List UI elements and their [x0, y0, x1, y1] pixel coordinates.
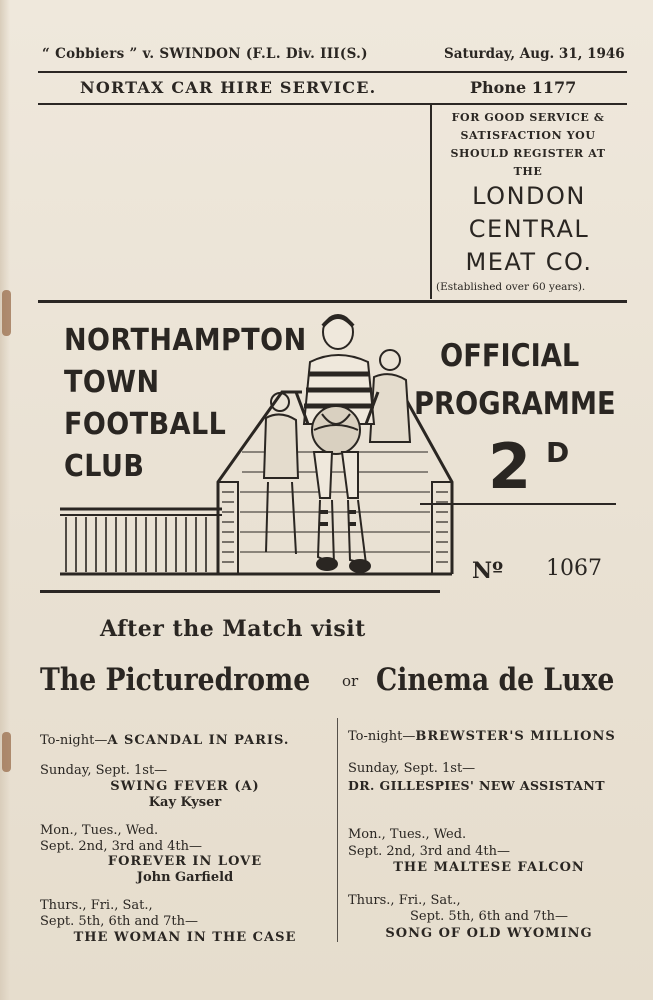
- tonight-label: To-night—: [40, 733, 108, 748]
- club-name-line: FOOTBALL: [64, 407, 227, 442]
- price-unit: D: [546, 436, 570, 469]
- car-hire-phone: Phone 1177: [470, 78, 577, 97]
- cinema-de-luxe-title: Cinema de Luxe: [376, 662, 615, 698]
- programme-label: PROGRAMME: [414, 386, 616, 422]
- listing-dates: Sept. 2nd, 3rd and 4th—: [40, 839, 203, 854]
- or-word: or: [342, 672, 359, 690]
- film-star: Kay Kyser: [148, 795, 222, 810]
- meat-company-name: CENTRAL: [468, 215, 590, 243]
- match-date: Saturday, Aug. 31, 1946: [444, 46, 625, 62]
- meat-company-name: MEAT CO.: [465, 248, 593, 276]
- listing-day: Mon., Tues., Wed.: [348, 827, 467, 842]
- column-divider: [337, 718, 338, 942]
- club-name-line: TOWN: [64, 365, 160, 400]
- listing-dates: Sept. 5th, 6th and 7th—: [40, 914, 198, 929]
- programme-number: 1067: [546, 556, 602, 581]
- meat-ad-line: SHOULD REGISTER AT: [450, 147, 606, 160]
- listing-dates: Sept. 2nd, 3rd and 4th—: [348, 844, 511, 859]
- club-name-line: NORTHAMPTON: [64, 323, 307, 358]
- divider: [38, 71, 627, 73]
- film-title: SONG OF OLD WYOMING: [385, 926, 593, 941]
- meat-established: (Established over 60 years).: [436, 281, 586, 293]
- film-title: FOREVER IN LOVE: [107, 854, 263, 869]
- divider: [40, 590, 440, 593]
- club-name-line: CLUB: [64, 449, 145, 484]
- rust-stain: [2, 732, 11, 772]
- car-hire-ad: NORTAX CAR HIRE SERVICE.: [80, 78, 377, 97]
- meat-company-name: LONDON: [472, 182, 586, 210]
- film-star: John Garfield: [136, 870, 234, 885]
- cinema-heading: After the Match visit: [100, 616, 366, 642]
- listing-day: Sunday, Sept. 1st—: [348, 761, 476, 776]
- listing-day: Sunday, Sept. 1st—: [40, 763, 168, 778]
- tonight-label: To-night—: [348, 729, 416, 744]
- listing-day: Thurs., Fri., Sat.,: [348, 893, 461, 908]
- fixture-line: “ Cobbiers ” v. SWINDON (F.L. Div. III(S.): [42, 46, 368, 62]
- film-title: THE WOMAN IN THE CASE: [73, 930, 297, 945]
- meat-ad-line: FOR GOOD SERVICE &: [451, 111, 605, 124]
- listing-day: Mon., Tues., Wed.: [40, 823, 159, 838]
- number-label: Nº: [472, 558, 504, 584]
- listing-tonight: [348, 728, 616, 745]
- film-title: THE MALTESE FALCON: [393, 860, 585, 875]
- film-title: SWING FEVER (A): [110, 779, 260, 794]
- listing-dates: Sept. 5th, 6th and 7th—: [410, 909, 568, 924]
- listing-tonight: [40, 732, 289, 749]
- picturedrome-title: The Picturedrome: [40, 662, 311, 698]
- divider: [38, 103, 627, 105]
- divider: [420, 503, 616, 505]
- meat-ad-line: THE: [513, 165, 543, 178]
- film-title: DR. GILLESPIES' NEW ASSISTANT: [348, 778, 605, 793]
- price: 2: [488, 430, 532, 503]
- rust-stain: [2, 290, 11, 336]
- official-label: OFFICIAL: [440, 338, 580, 374]
- paper-edge: [0, 0, 10, 1000]
- meat-ad-line: SATISFACTION YOU: [460, 129, 596, 142]
- film-title: A SCANDAL IN PARIS.: [107, 733, 290, 748]
- film-title: BREWSTER'S MILLIONS: [415, 729, 616, 744]
- listing-day: Thurs., Fri., Sat.,: [40, 898, 153, 913]
